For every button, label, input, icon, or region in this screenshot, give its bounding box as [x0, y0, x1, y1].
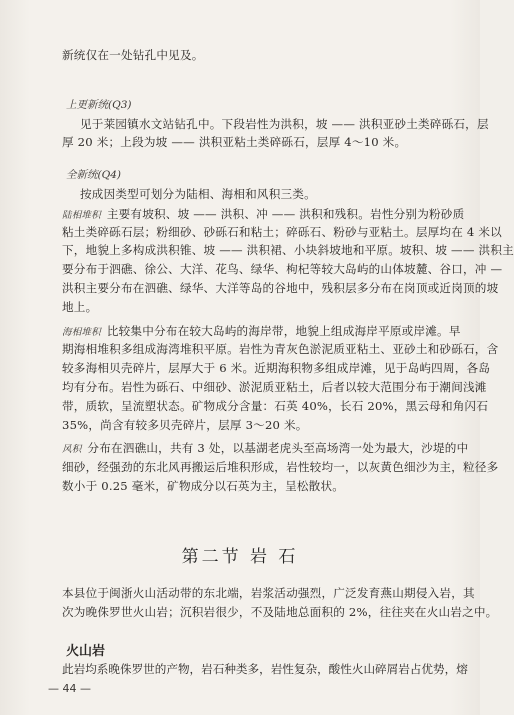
wind-text-1: 分布在泗礁山，共有 3 处，以基湖老虎头至高场湾一处为最大，沙堤的中: [87, 441, 469, 455]
sea-text-1: 比较集中分布在较大岛屿的海岸带，地貌上组成海岸平原或岸滩。早: [106, 324, 461, 338]
section-para-line-2: 次为晚侏罗世火山岩；沉积岩很少，不及陆地总面积的 2%，往往夹在火山岩之中。: [62, 605, 498, 619]
q3-title: 上更新统(Q3): [66, 99, 132, 111]
q4-line-1: 按成因类型可划分为陆相、海相和风积三类。: [80, 187, 316, 201]
q3-line-2: 厚 20 米；上段为坡 —— 洪积亚粘土类碎砾石，层厚 4～10 米。: [62, 135, 407, 149]
page-number: — 44 —: [48, 682, 91, 695]
land-label: 陆相堆积: [62, 210, 101, 221]
intro-line: 新统仅在一处钻孔中见及。: [62, 48, 204, 62]
sea-line-1: [62, 323, 461, 341]
land-text-1: 主要有坡积、坡 —— 洪积、冲 —— 洪积和残积。岩性分别为粉砂质: [106, 207, 465, 221]
sea-line-2: 期海相堆积多组成海湾堆积平原。岩性为青灰色淤泥质亚粘土、亚砂土和砂砾石，含: [62, 342, 499, 356]
sea-line-4: 均有分布。岩性为砾石、中细砂、淤泥质亚粘土，后者以较大范围分布于潮间浅滩: [62, 380, 487, 394]
section-title: 第二节 岩 石: [181, 547, 299, 567]
wind-line-2: 细砂，经强劲的东北风再搬运后堆积形成，岩性较均一，以灰黄色细沙为主，粒径多: [62, 460, 499, 474]
last-line: 此岩均系晚侏罗世的产物，岩石种类多，岩性复杂，酸性火山碎屑岩占优势，熔: [62, 662, 468, 676]
sea-label: 海相堆积: [62, 327, 101, 338]
section-para-line-1: 本县位于闽浙火山活动带的东北端，岩浆活动强烈，广泛发育燕山期侵入岩，其: [62, 586, 475, 600]
q3-line-1: 见于莱园镇水文站钻孔中。下段岩性为洪积，坡 —— 洪积亚砂土类碎砾石，层: [80, 117, 489, 131]
wind-line-1: [62, 440, 469, 458]
sea-line-3: 较多海相贝壳碎片，层厚大于 6 米。近期海积物多组成岸滩，见于岛屿四周，各岛: [62, 361, 491, 375]
land-line-3: 下，地貌上多构成洪积锥、坡 —— 洪积裙、小块斜坡地和平原。坡积、坡 —— 洪积主: [62, 243, 514, 257]
land-line-2: 粘土类碎砾石层；粉细砂、砂砾石和粘土；碎砾石、粉砂与亚粘土。层厚均在 4 米以: [62, 225, 502, 239]
wind-line-3: 数小于 0.25 毫米，矿物成分以石英为主，呈松散状。: [62, 479, 345, 493]
wind-label: 风积: [62, 444, 82, 455]
land-line-1: [62, 206, 465, 224]
land-line-6: 地上。: [62, 300, 98, 314]
land-line-4: 要分布于泗礁、徐公、大洋、花鸟、绿华、枸杞等较大岛屿的山体坡麓、谷口，冲 —: [62, 262, 503, 276]
subsection-heading: 火山岩: [66, 644, 106, 659]
sea-line-6: 35%，尚含有较多贝壳碎片，层厚 3～20 米。: [62, 418, 308, 432]
sea-line-5: 带，质软，呈流塑状态。矿物成分含量：石英 40%，长石 20%，黑云母和角闪石: [62, 399, 489, 413]
land-line-5: 洪积主要分布在泗礁、绿华、大洋等岛的谷地中，残积层多分布在岗顶或近岗顶的坡: [62, 281, 499, 295]
q4-title: 全新统(Q4): [66, 169, 121, 181]
